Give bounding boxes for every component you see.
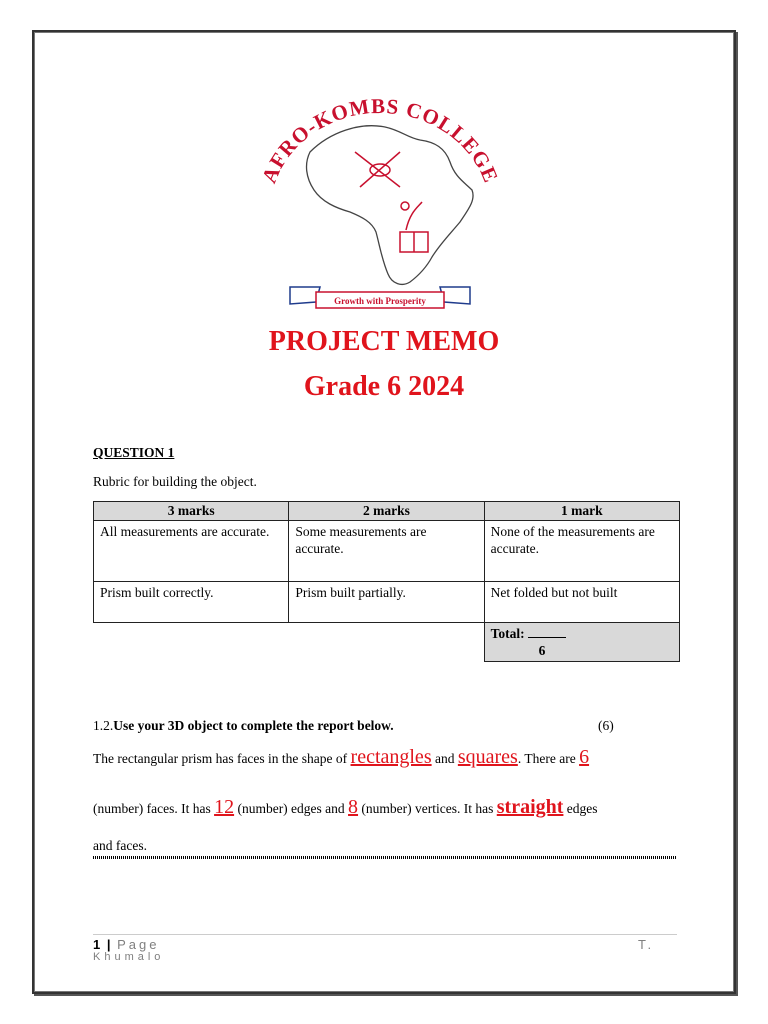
crossed-tools-icon — [355, 152, 400, 187]
logo-arc-text: AFRO-KOMBS COLLEGE — [256, 93, 504, 187]
report-text: (number) edges and — [234, 801, 349, 816]
report-line-2 — [93, 796, 683, 819]
table-row — [94, 521, 680, 582]
footer-rule — [93, 934, 677, 935]
answer-vertices: 8 — [348, 796, 359, 818]
report-text: (number) faces. It has — [93, 801, 215, 816]
footer-page-number — [93, 937, 160, 952]
page-subtitle: Grade 6 2024 — [303, 371, 465, 402]
report-text: . There are — [517, 751, 580, 766]
rubric-col-3-marks: 3 marks — [94, 502, 289, 521]
footer-author-surname: Khumalo — [93, 951, 165, 963]
answer-rectangles: rectangles — [350, 746, 432, 768]
total-label: Total: — [490, 626, 525, 641]
blank-cell — [289, 623, 484, 662]
footer-separator: | — [106, 937, 111, 952]
question-1-2 — [93, 718, 394, 734]
answer-faces: 6 — [579, 746, 590, 768]
report-text: The rectangular prism has faces in the shape of — [93, 751, 351, 766]
dotted-rule — [93, 856, 677, 859]
page-number: 1 — [93, 937, 101, 952]
answer-edges: 12 — [214, 796, 235, 818]
total-value: 6 — [538, 643, 546, 658]
table-cell: Some measurements are accurate. — [289, 521, 484, 582]
table-cell: Net folded but not built — [484, 582, 679, 623]
table-cell: None of the measurements are accurate. — [484, 521, 679, 582]
answer-straight: straight — [496, 796, 564, 818]
rubric-table — [93, 501, 680, 662]
question-marks: (6) — [598, 718, 614, 733]
blank-cell — [94, 623, 289, 662]
answer-squares: squares — [457, 746, 518, 768]
total-blank-line — [528, 626, 566, 638]
question-1-heading: QUESTION 1 — [93, 445, 175, 460]
report-text: and — [431, 751, 458, 766]
rubric-col-1-mark: 1 mark — [484, 502, 679, 521]
motto-banner — [290, 287, 470, 308]
table-cell: Prism built partially. — [289, 582, 484, 623]
rubric-header-row — [94, 502, 680, 521]
table-cell: Prism built correctly. — [94, 582, 289, 623]
book-and-quill-icon — [400, 202, 428, 252]
page-title: PROJECT MEMO — [268, 326, 500, 357]
africa-map-outline — [307, 126, 474, 285]
rubric-intro: Rubric for building the object. — [93, 474, 257, 489]
question-instruction: Use your 3D object to complete the report below. — [113, 718, 394, 733]
college-logo — [250, 82, 510, 322]
report-text: (number) vertices. It has — [358, 801, 497, 816]
question-number: 1.2. — [93, 718, 114, 733]
page-word: Page — [117, 937, 160, 952]
report-text: edges — [563, 801, 598, 816]
rubric-col-2-marks: 2 marks — [289, 502, 484, 521]
report-line-3: and faces. — [93, 838, 147, 853]
table-cell: All measurements are accurate. — [94, 521, 289, 582]
logo-motto: Growth with Prosperity — [334, 296, 426, 306]
footer-author-initial: T. — [638, 937, 655, 952]
total-row — [94, 623, 680, 662]
table-row — [94, 582, 680, 623]
report-line-1 — [93, 746, 683, 769]
total-cell — [484, 623, 679, 662]
svg-text:AFRO-KOMBS COLLEGE — [257, 94, 504, 186]
